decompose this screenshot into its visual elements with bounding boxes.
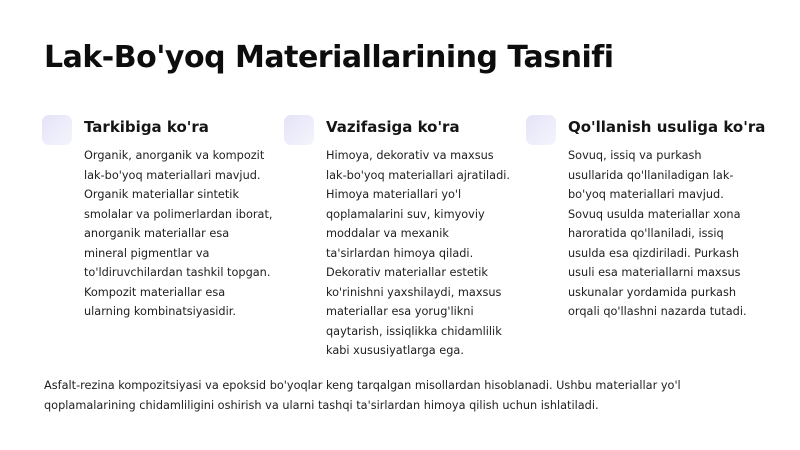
category-icon xyxy=(284,115,314,145)
column-text: Himoya, dekorativ va maxsus lak-bo'yoq materiallari ajratiladi. Himoya materiallari yo'l qoplamalarini suv, kimyoviy moddalar va mexanik ta'sirlardan himoya qiladi. Dekorativ materiallar estetik ko'rinishni yaxshilaydi, maxsus materiallar esa yorug'likni qaytarish, issiqlikka chidamlilik kabi xususiyatlarga ega. xyxy=(326,149,510,357)
column-text: Organik, anorganik va kompozit lak-bo'yoq materiallari mavjud. Organik materiallar sintetik smolalar va polimerlardan iborat, anorganik materiallar esa mineral pigmentlar va to'ldiruvchilardan tashkil topgan. Kompozit materiallar esa ularning kombinatsiyasidir. xyxy=(84,149,273,318)
page-title: Lak-Bo'yoq Materiallarining Tasnifi xyxy=(44,40,614,75)
category-icon xyxy=(42,115,72,145)
category-icon xyxy=(526,115,556,145)
summary-paragraph: Asfalt-rezina kompozitsiyasi va epoksid bo'yoqlar keng tarqalgan misollardan hisoblanadi. Ushbu materiallar yo'l qoplamalarining chidamliligini oshirish va ularni tashqi ta'sirlardan himoya qilish uchun ishlatiladi. xyxy=(44,379,681,412)
column-heading: Tarkibiga ko'ra xyxy=(84,118,209,136)
column-heading: Qo'llanish usuliga ko'ra xyxy=(568,118,766,136)
column-text: Sovuq, issiq va purkash usullarida qo'llaniladigan lak-bo'yoq materiallari mavjud. Sovuq usulda materiallar xona haroratida qo'llaniladi, issiq usulda esa qizdiriladi. Purkash usuli esa materiallarni maxsus uskunalar yordamida purkash orqali qo'llashni nazarda tutadi. xyxy=(568,149,747,318)
column-heading: Vazifasiga ko'ra xyxy=(326,118,460,136)
